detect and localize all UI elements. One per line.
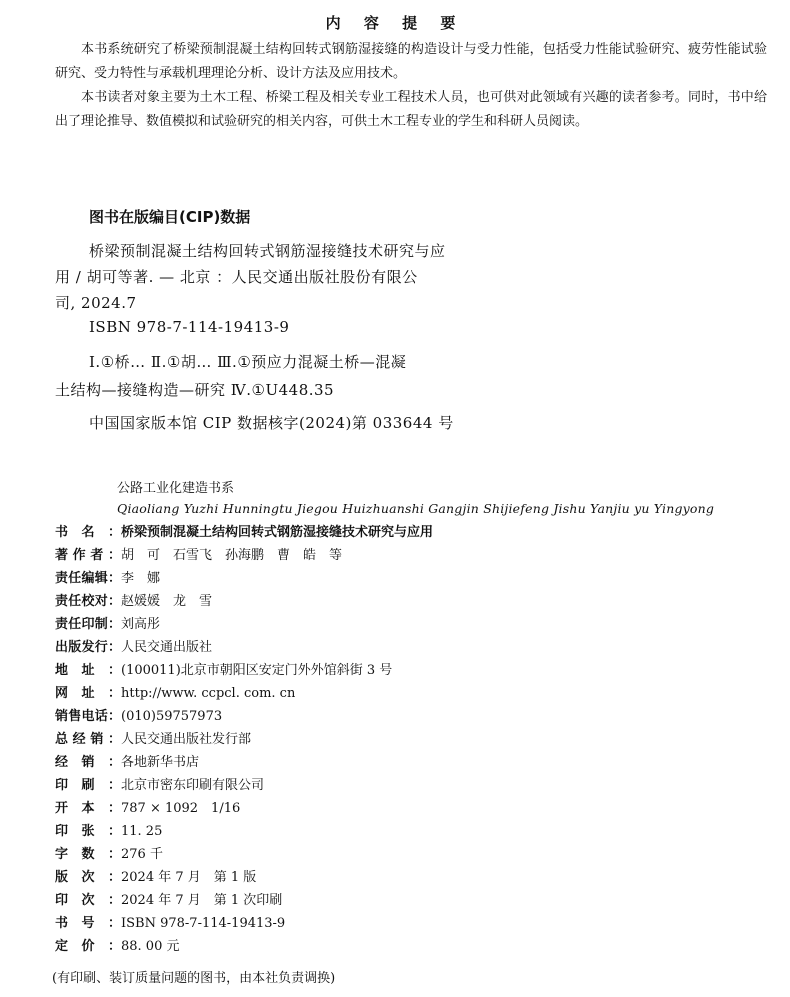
imprint-row-distributor: [55, 751, 199, 773]
imprint-label: 印刷：: [55, 778, 121, 793]
title-pinyin: Qiaoliang Yuzhi Hunningtu Jiegou Huizhuanshi Gangjin Shijiefeng Jishu Yanjiu yu Yingyong: [117, 501, 715, 516]
quality-note: (有印刷、装订质量问题的图书，由本社负责调换): [52, 971, 336, 986]
imprint-label: 印次：: [55, 893, 121, 908]
imprint-label: 销售电话：: [55, 709, 121, 724]
imprint-value: 各地新华书店: [121, 755, 200, 770]
imprint-value: 桥梁预制混凝土结构回转式钢筋湿接缝技术研究与应用: [121, 525, 434, 540]
imprint-label: 责任编辑：: [55, 571, 121, 586]
imprint-value: 胡 可 石雪飞 孙海鹏 曹 皓 等: [121, 548, 343, 563]
cip-classification: Ⅰ.①桥… Ⅱ.①胡… Ⅲ.①预应力混凝土桥—混凝: [89, 353, 407, 371]
imprint-row-publisher: [55, 636, 212, 658]
imprint-value: 北京市密东印刷有限公司: [121, 778, 265, 793]
imprint-row-printing-supervisor: [55, 613, 160, 635]
imprint-value: 刘高彤: [121, 617, 161, 632]
imprint-row-proofreader: [55, 590, 212, 612]
imprint-row-impression: [55, 889, 282, 911]
imprint-label: 地址：: [55, 663, 121, 678]
summary-title: 内 容 提 要: [325, 14, 465, 32]
imprint-label: 网址：: [55, 686, 121, 701]
imprint-value: 11. 25: [121, 824, 163, 839]
cip-line: 司, 2024.7: [55, 294, 137, 312]
imprint-value: 787 × 1092 1/16: [121, 801, 241, 816]
book-series: 公路工业化建造书系: [117, 481, 235, 496]
imprint-row-general-distributor: [55, 728, 251, 750]
imprint-value: 2024 年 7 月 第 1 版: [121, 870, 257, 885]
imprint-value: (100011)北京市朝阳区安定门外外馆斜街 3 号: [121, 663, 393, 678]
imprint-label: 字数：: [55, 847, 121, 862]
cip-line: 桥梁预制混凝土结构回转式钢筋湿接缝技术研究与应: [89, 242, 446, 260]
imprint-row-editor: [55, 567, 160, 589]
imprint-label: 版次：: [55, 870, 121, 885]
imprint-label: 经销：: [55, 755, 121, 770]
imprint-value: (010)59757973: [121, 709, 223, 724]
summary-paragraph-1: 本书系统研究了桥梁预制混凝土结构回转式钢筋湿接缝的构造设计与受力性能，包括受力性能试验研究、疲劳性能试验研究、受力特性与承载机理理论分析、设计方法及应用技术。: [55, 42, 767, 81]
imprint-label: 书名：: [55, 525, 121, 540]
cip-record-number: 中国国家版本馆 CIP 数据核字(2024)第 033644 号: [89, 414, 454, 432]
cip-line: 用 / 胡可等著. — 北京 ：人民交通出版社股份有限公: [55, 268, 418, 286]
imprint-label: 印张：: [55, 824, 121, 839]
imprint-row-address: [55, 659, 392, 681]
cip-isbn: ISBN 978-7-114-19413-9: [89, 318, 290, 336]
imprint-row-isbn: [55, 912, 285, 934]
summary-paragraph-2: 本书读者对象主要为土木工程、桥梁工程及相关专业工程技术人员，也可供对此领域有兴趣的读者参考。同时，书中给出了理论推导、数值模拟和试验研究的相关内容，可供土木工程专业的学生和科研人员阅读。: [55, 90, 767, 129]
imprint-value: 人民交通出版社: [121, 640, 213, 655]
imprint-row-sheets: [55, 820, 162, 842]
imprint-label: 定价：: [55, 939, 121, 954]
imprint-label: 书号：: [55, 916, 121, 931]
imprint-label: 责任印制：: [55, 617, 121, 632]
imprint-label: 总经销：: [55, 732, 121, 747]
imprint-label: 责任校对：: [55, 594, 121, 609]
imprint-value: http://www. ccpcl. com. cn: [121, 686, 296, 701]
imprint-row-title: [55, 521, 433, 543]
cip-classification-cont: 土结构—接缝构造—研究 Ⅳ.①U448.35: [55, 381, 335, 399]
imprint-label: 著作者：: [55, 548, 121, 563]
imprint-value: ISBN 978-7-114-19413-9: [121, 916, 286, 931]
imprint-row-edition: [55, 866, 256, 888]
imprint-label: 出版发行：: [55, 640, 121, 655]
imprint-value: 赵媛媛 龙 雪: [121, 594, 213, 609]
imprint-label: 开本：: [55, 801, 121, 816]
imprint-row-word-count: [55, 843, 163, 865]
imprint-value: 人民交通出版社发行部: [121, 732, 252, 747]
imprint-value: 李 娜: [121, 571, 161, 586]
cip-heading: 图书在版编目(CIP)数据: [89, 208, 251, 226]
imprint-value: 2024 年 7 月 第 1 次印刷: [121, 893, 283, 908]
imprint-row-format: [55, 797, 240, 819]
imprint-row-price: [55, 935, 179, 957]
imprint-value: 276 千: [121, 847, 163, 862]
imprint-row-authors: [55, 544, 342, 566]
imprint-row-website: [55, 682, 295, 704]
imprint-value: 88. 00 元: [121, 939, 180, 954]
imprint-row-sales-phone: [55, 705, 222, 727]
imprint-row-printer: [55, 774, 264, 796]
